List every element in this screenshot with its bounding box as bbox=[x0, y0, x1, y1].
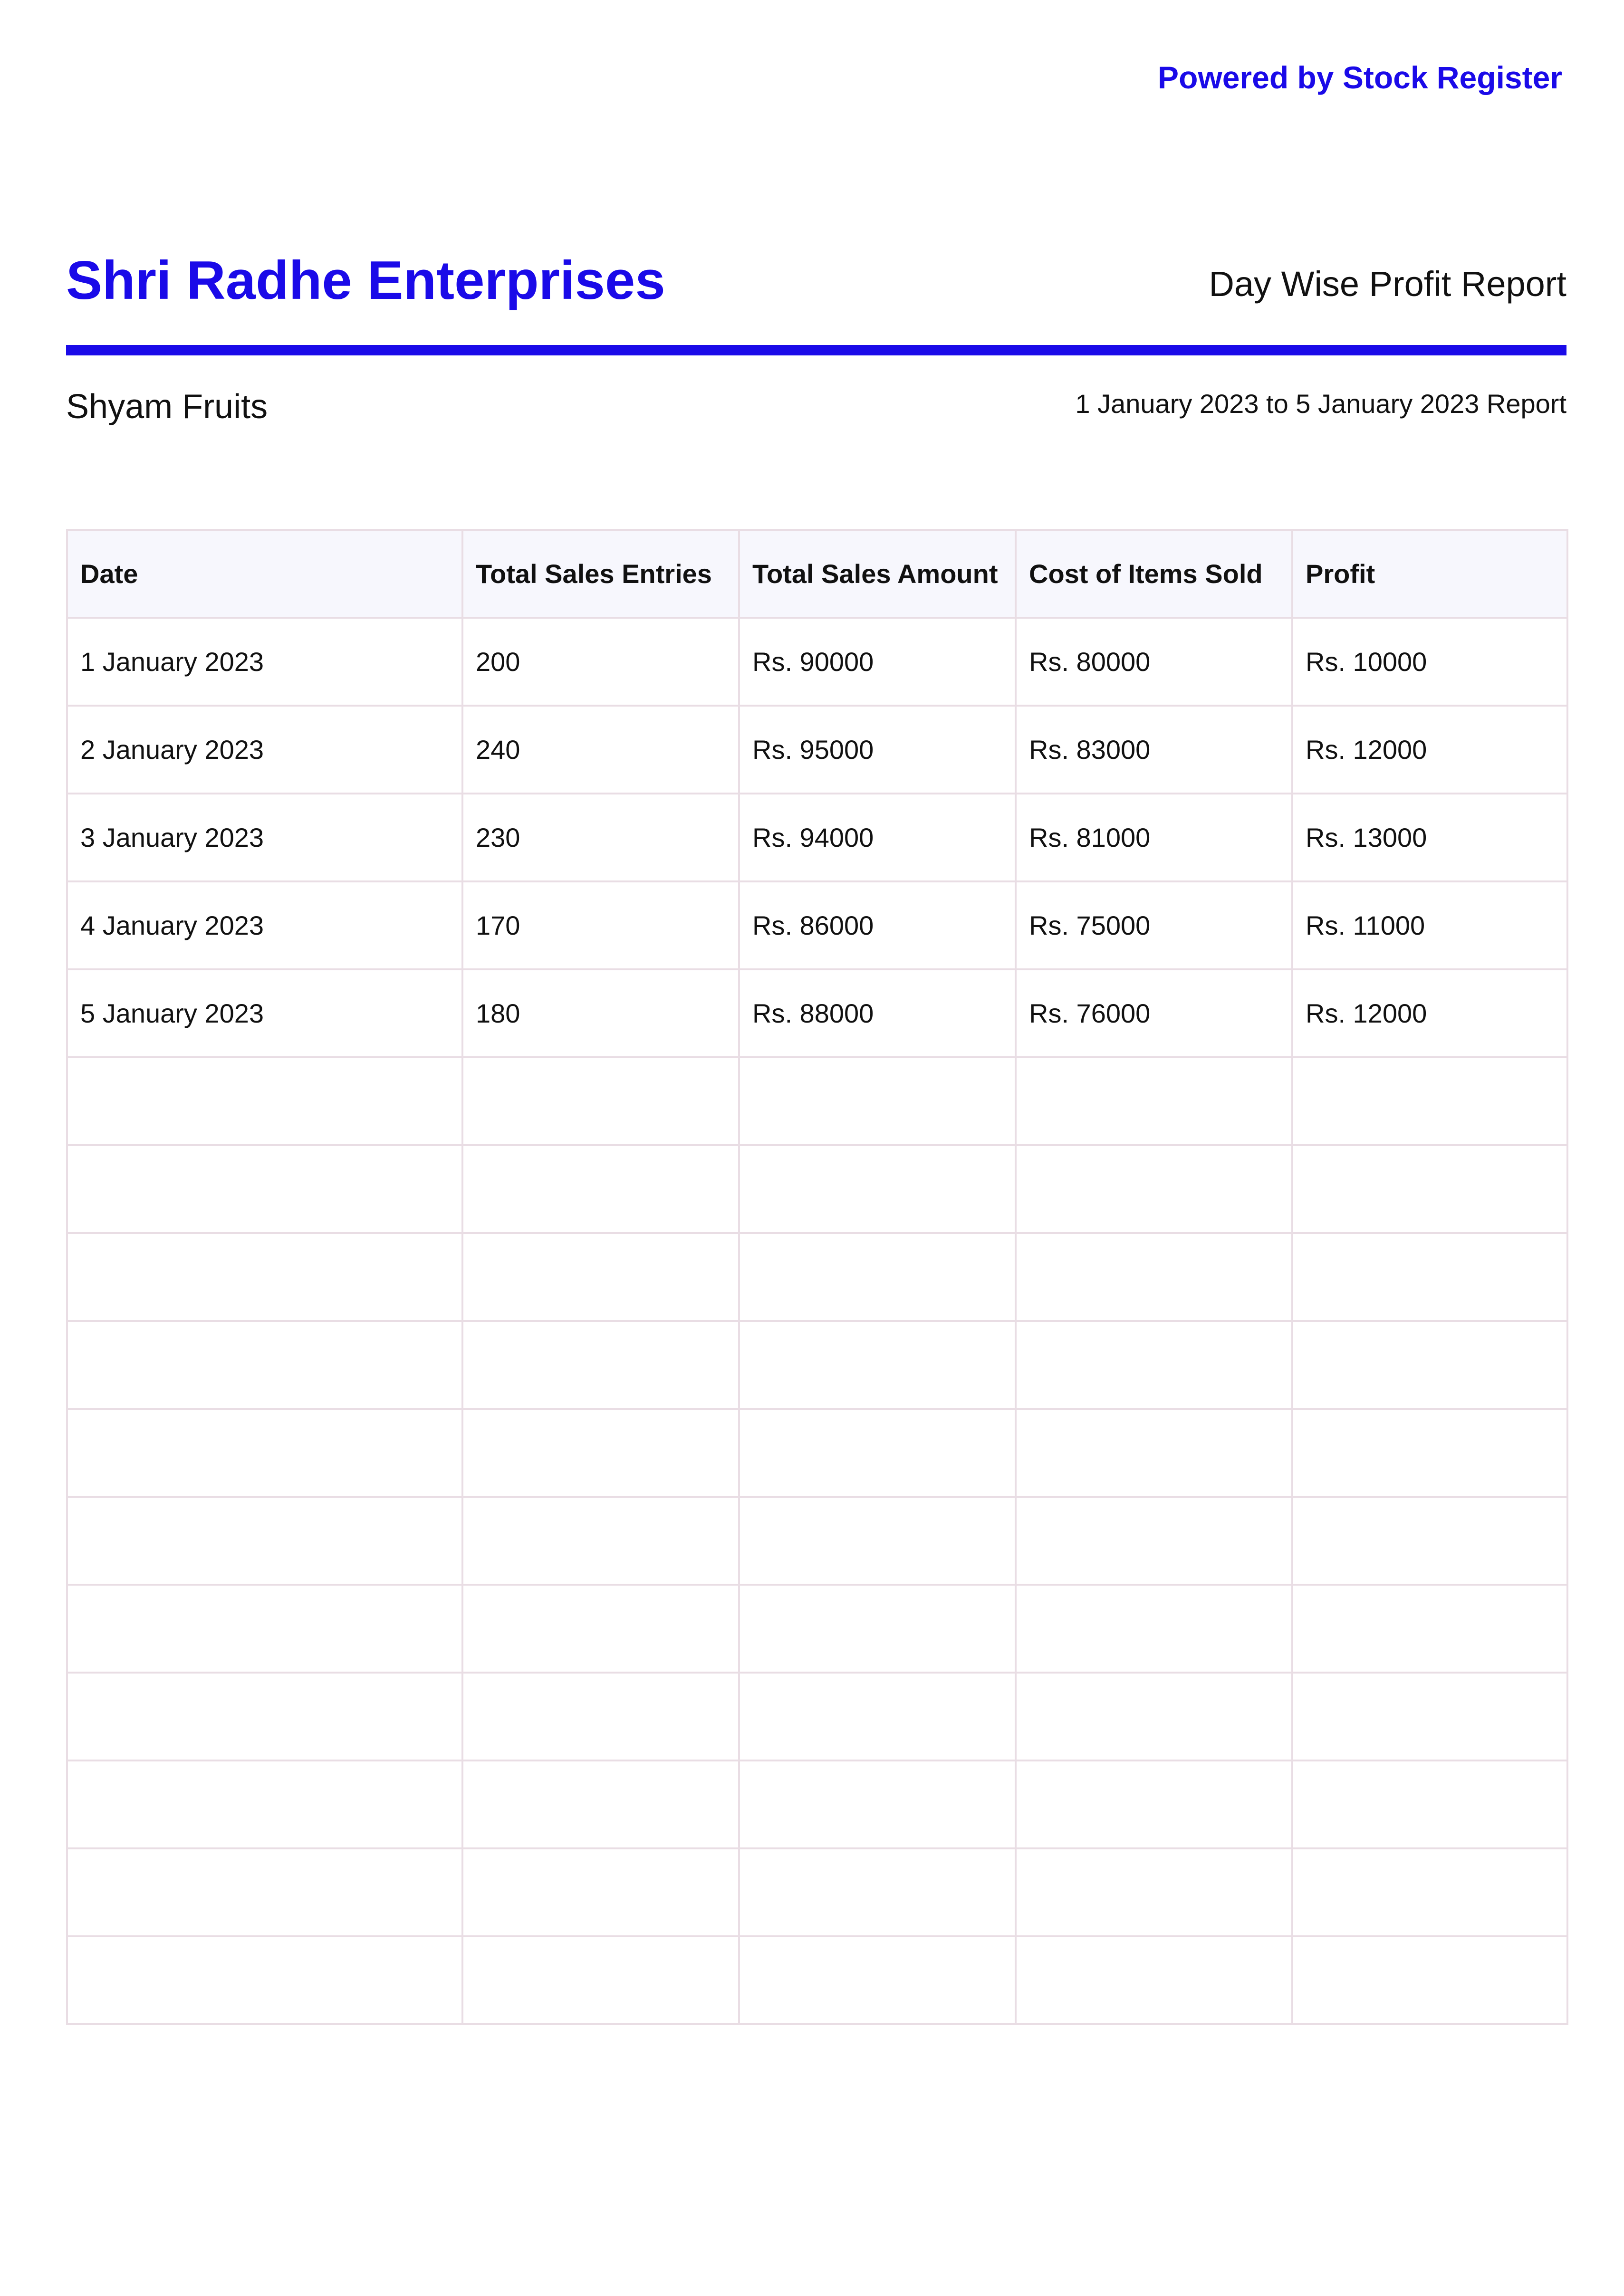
table-row-empty bbox=[67, 1497, 1567, 1585]
empty-cell bbox=[462, 1321, 739, 1409]
table-row bbox=[67, 706, 1567, 794]
empty-cell bbox=[462, 1585, 739, 1673]
empty-cell bbox=[739, 1057, 1016, 1145]
customer-name: Shyam Fruits bbox=[66, 388, 268, 426]
table-row-empty bbox=[67, 1673, 1567, 1760]
table-row-empty bbox=[67, 1233, 1567, 1321]
empty-cell bbox=[1292, 1760, 1567, 1848]
table-row-empty bbox=[67, 1057, 1567, 1145]
empty-cell bbox=[739, 1936, 1016, 2024]
table-body bbox=[67, 618, 1567, 2024]
empty-cell bbox=[1292, 1936, 1567, 2024]
empty-cell bbox=[739, 1321, 1016, 1409]
empty-cell bbox=[67, 1848, 462, 1936]
empty-cell bbox=[1016, 1848, 1292, 1936]
empty-cell bbox=[1016, 1233, 1292, 1321]
cell-cost-of-items-sold: Rs. 75000 bbox=[1016, 881, 1292, 969]
company-name: Shri Radhe Enterprises bbox=[66, 250, 665, 311]
empty-cell bbox=[1016, 1760, 1292, 1848]
empty-cell bbox=[1292, 1057, 1567, 1145]
table-row-empty bbox=[67, 1585, 1567, 1673]
empty-cell bbox=[67, 1233, 462, 1321]
table-row bbox=[67, 794, 1567, 881]
empty-cell bbox=[739, 1848, 1016, 1936]
empty-cell bbox=[1292, 1848, 1567, 1936]
empty-cell bbox=[67, 1409, 462, 1497]
empty-cell bbox=[1292, 1409, 1567, 1497]
cell-profit: Rs. 12000 bbox=[1292, 969, 1567, 1057]
empty-cell bbox=[67, 1673, 462, 1760]
empty-cell bbox=[739, 1409, 1016, 1497]
empty-cell bbox=[67, 1760, 462, 1848]
table-row-empty bbox=[67, 1760, 1567, 1848]
cell-total-sales-entries: 180 bbox=[462, 969, 739, 1057]
report-period: 1 January 2023 to 5 January 2023 Report bbox=[1075, 389, 1566, 419]
cell-profit: Rs. 10000 bbox=[1292, 618, 1567, 706]
empty-cell bbox=[67, 1145, 462, 1233]
table-row-empty bbox=[67, 1936, 1567, 2024]
empty-cell bbox=[739, 1585, 1016, 1673]
cell-cost-of-items-sold: Rs. 76000 bbox=[1016, 969, 1292, 1057]
table-row-empty bbox=[67, 1409, 1567, 1497]
empty-cell bbox=[1292, 1233, 1567, 1321]
empty-cell bbox=[1016, 1145, 1292, 1233]
cell-date: 2 January 2023 bbox=[67, 706, 462, 794]
empty-cell bbox=[1292, 1497, 1567, 1585]
cell-profit: Rs. 13000 bbox=[1292, 794, 1567, 881]
cell-total-sales-entries: 170 bbox=[462, 881, 739, 969]
empty-cell bbox=[1016, 1497, 1292, 1585]
cell-total-sales-entries: 200 bbox=[462, 618, 739, 706]
cell-total-sales-amount: Rs. 95000 bbox=[739, 706, 1016, 794]
cell-date: 3 January 2023 bbox=[67, 794, 462, 881]
empty-cell bbox=[67, 1936, 462, 2024]
empty-cell bbox=[1292, 1673, 1567, 1760]
cell-total-sales-amount: Rs. 90000 bbox=[739, 618, 1016, 706]
cell-date: 5 January 2023 bbox=[67, 969, 462, 1057]
empty-cell bbox=[739, 1233, 1016, 1321]
empty-cell bbox=[1016, 1673, 1292, 1760]
empty-cell bbox=[462, 1760, 739, 1848]
empty-cell bbox=[462, 1673, 739, 1760]
profit-table bbox=[66, 529, 1568, 2025]
cell-total-sales-amount: Rs. 94000 bbox=[739, 794, 1016, 881]
cell-total-sales-entries: 230 bbox=[462, 794, 739, 881]
cell-profit: Rs. 12000 bbox=[1292, 706, 1567, 794]
table-row-empty bbox=[67, 1848, 1567, 1936]
column-header-profit: Profit bbox=[1292, 530, 1567, 618]
powered-by-label: Powered by Stock Register bbox=[1158, 60, 1562, 95]
empty-cell bbox=[462, 1233, 739, 1321]
cell-cost-of-items-sold: Rs. 80000 bbox=[1016, 618, 1292, 706]
empty-cell bbox=[1016, 1057, 1292, 1145]
table-row bbox=[67, 881, 1567, 969]
empty-cell bbox=[1016, 1409, 1292, 1497]
table-header-row bbox=[67, 530, 1567, 618]
empty-cell bbox=[1292, 1585, 1567, 1673]
cell-cost-of-items-sold: Rs. 83000 bbox=[1016, 706, 1292, 794]
empty-cell bbox=[67, 1497, 462, 1585]
cell-cost-of-items-sold: Rs. 81000 bbox=[1016, 794, 1292, 881]
empty-cell bbox=[462, 1497, 739, 1585]
empty-cell bbox=[462, 1936, 739, 2024]
empty-cell bbox=[1292, 1321, 1567, 1409]
table-row-empty bbox=[67, 1321, 1567, 1409]
empty-cell bbox=[67, 1057, 462, 1145]
cell-date: 1 January 2023 bbox=[67, 618, 462, 706]
empty-cell bbox=[462, 1145, 739, 1233]
empty-cell bbox=[462, 1409, 739, 1497]
empty-cell bbox=[1016, 1936, 1292, 2024]
report-title: Day Wise Profit Report bbox=[1209, 264, 1566, 304]
empty-cell bbox=[1016, 1585, 1292, 1673]
table-row bbox=[67, 969, 1567, 1057]
empty-cell bbox=[1292, 1145, 1567, 1233]
empty-cell bbox=[739, 1497, 1016, 1585]
empty-cell bbox=[67, 1585, 462, 1673]
column-header-total-sales-entries: Total Sales Entries bbox=[462, 530, 739, 618]
cell-date: 4 January 2023 bbox=[67, 881, 462, 969]
column-header-total-sales-amount: Total Sales Amount bbox=[739, 530, 1016, 618]
header-divider bbox=[66, 345, 1566, 355]
table-row bbox=[67, 618, 1567, 706]
empty-cell bbox=[739, 1673, 1016, 1760]
empty-cell bbox=[1016, 1321, 1292, 1409]
column-header-cost-of-items-sold: Cost of Items Sold bbox=[1016, 530, 1292, 618]
cell-total-sales-entries: 240 bbox=[462, 706, 739, 794]
empty-cell bbox=[67, 1321, 462, 1409]
empty-cell bbox=[462, 1057, 739, 1145]
empty-cell bbox=[739, 1760, 1016, 1848]
cell-total-sales-amount: Rs. 86000 bbox=[739, 881, 1016, 969]
cell-profit: Rs. 11000 bbox=[1292, 881, 1567, 969]
column-header-date: Date bbox=[67, 530, 462, 618]
empty-cell bbox=[739, 1145, 1016, 1233]
table-row-empty bbox=[67, 1145, 1567, 1233]
cell-total-sales-amount: Rs. 88000 bbox=[739, 969, 1016, 1057]
empty-cell bbox=[462, 1848, 739, 1936]
